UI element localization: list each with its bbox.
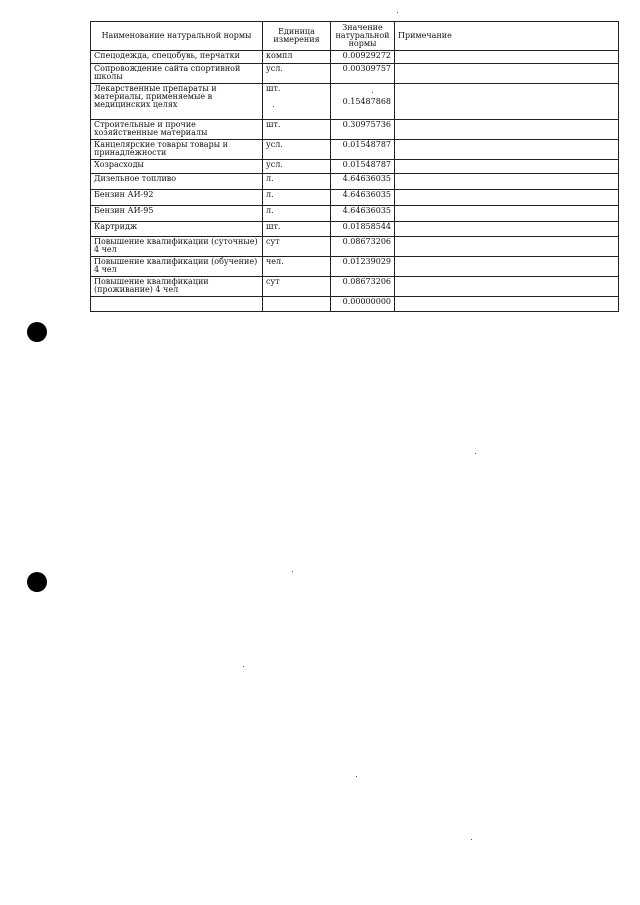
row-note [395, 297, 619, 312]
row-name: Дизельное топливо [91, 174, 263, 190]
row-note [395, 160, 619, 174]
row-note [395, 51, 619, 64]
header-note: Примечание [395, 22, 619, 51]
row-unit: чел. [263, 257, 331, 277]
table-row [91, 277, 619, 297]
row-name [91, 297, 263, 312]
row-note [395, 277, 619, 297]
row-note [395, 222, 619, 237]
table-row [91, 64, 619, 84]
row-note [395, 140, 619, 160]
table-row [91, 174, 619, 190]
row-name: Повышение квалификации (суточные) 4 чел [91, 237, 263, 257]
row-note [395, 190, 619, 206]
row-unit: л. [263, 174, 331, 190]
scan-speck [292, 571, 293, 572]
punch-hole-mark [27, 322, 47, 342]
row-value: 0.15487868 [331, 84, 395, 120]
row-unit: шт. [263, 222, 331, 237]
table-row [91, 160, 619, 174]
row-note [395, 120, 619, 140]
scan-speck [475, 453, 476, 454]
row-value: 0.08673206 [331, 237, 395, 257]
row-value: 0.08673206 [331, 277, 395, 297]
table-row [91, 140, 619, 160]
table-row [91, 51, 619, 64]
row-note [395, 206, 619, 222]
scan-speck [243, 666, 244, 667]
row-value: 0.30975736 [331, 120, 395, 140]
row-value: 0.00309757 [331, 64, 395, 84]
row-name: Строительные и прочие хозяйственные материалы [91, 120, 263, 140]
table-row [91, 237, 619, 257]
row-unit: шт. [263, 84, 331, 120]
row-value: 0.01858544 [331, 222, 395, 237]
table-row [91, 190, 619, 206]
table-header-row [91, 22, 619, 51]
row-value: 0.01239029 [331, 257, 395, 277]
scan-speck [273, 106, 274, 107]
row-unit: усл. [263, 140, 331, 160]
scan-speck [397, 12, 398, 13]
row-name: Канцелярские товары товары и принадлежности [91, 140, 263, 160]
table-row [91, 297, 619, 312]
row-name: Повышение квалификации (проживание) 4 чел [91, 277, 263, 297]
row-value: 0.01548787 [331, 140, 395, 160]
row-name: Сопровождение сайта спортивной школы [91, 64, 263, 84]
row-value: 4.64636035 [331, 190, 395, 206]
row-note [395, 237, 619, 257]
row-note [395, 174, 619, 190]
row-unit: л. [263, 206, 331, 222]
row-unit: усл. [263, 64, 331, 84]
scan-speck [356, 776, 357, 777]
natural-norms-table [90, 21, 619, 312]
row-unit: компл [263, 51, 331, 64]
row-name: Повышение квалификации (обучение) 4 чел [91, 257, 263, 277]
row-name: Спецодежда, спецобувь, перчатки [91, 51, 263, 64]
scan-speck [471, 839, 472, 840]
table-row [91, 206, 619, 222]
table-row [91, 120, 619, 140]
row-name: Бензин АИ-92 [91, 190, 263, 206]
row-unit: сут [263, 277, 331, 297]
header-value: Значение натуральной нормы [331, 22, 395, 51]
row-note [395, 64, 619, 84]
row-unit: сут [263, 237, 331, 257]
row-note [395, 84, 619, 120]
row-name: Картридж [91, 222, 263, 237]
scan-speck [372, 92, 373, 93]
table-row [91, 257, 619, 277]
header-unit: Единица измерения [263, 22, 331, 51]
row-value: 0.00000000 [331, 297, 395, 312]
table-row [91, 84, 619, 120]
header-name: Наименование натуральной нормы [91, 22, 263, 51]
punch-hole-mark [27, 572, 47, 592]
row-name: Хозрасходы [91, 160, 263, 174]
row-value: 4.64636035 [331, 174, 395, 190]
row-unit: л. [263, 190, 331, 206]
row-name: Лекарственные препараты и материалы, применяемые в медицинских целях [91, 84, 263, 120]
table-row [91, 222, 619, 237]
row-name: Бензин АИ-95 [91, 206, 263, 222]
row-unit: усл. [263, 160, 331, 174]
row-value: 0.01548787 [331, 160, 395, 174]
row-value: 4.64636035 [331, 206, 395, 222]
row-value: 0.00929272 [331, 51, 395, 64]
row-unit: шт. [263, 120, 331, 140]
row-unit [263, 297, 331, 312]
row-note [395, 257, 619, 277]
